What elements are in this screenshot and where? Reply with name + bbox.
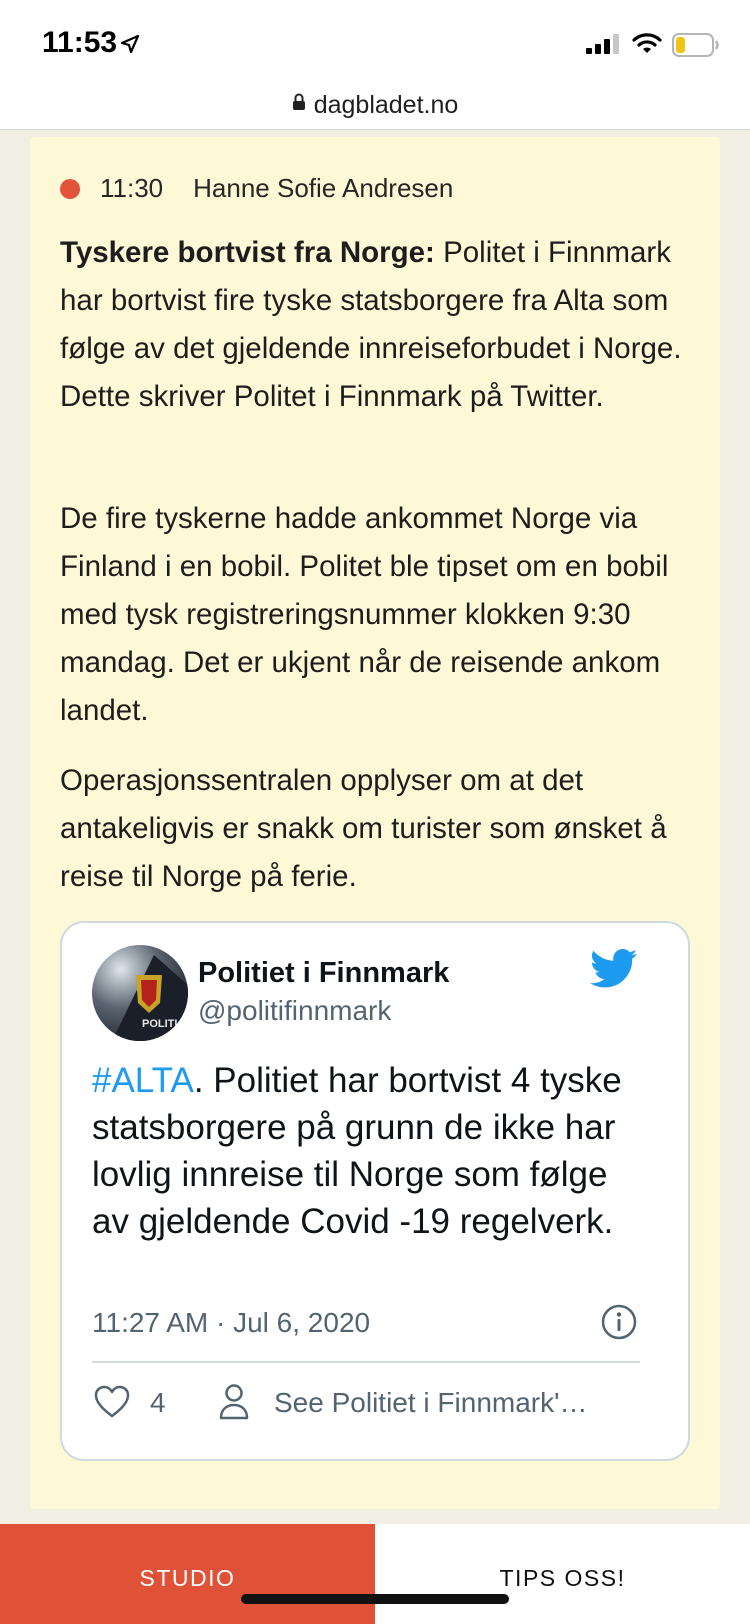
embedded-tweet[interactable] — [60, 921, 690, 1461]
cellular-signal-icon — [586, 34, 620, 59]
battery-icon — [672, 33, 720, 62]
paragraph-1-text: Politet i Finnmark har bortvist fire tyske statsborgere fra Alta som følge av det gjeldende innreiseforbudet i Norge. Dette skriver Politet i Finnmark på Twitter. — [60, 236, 682, 413]
home-indicator[interactable] — [241, 1594, 509, 1604]
live-article-card — [30, 137, 720, 1509]
post-author: Hanne Sofie Andresen — [193, 173, 454, 203]
location-arrow-icon — [120, 34, 140, 59]
lock-icon — [292, 93, 306, 116]
svg-text:POLITI: POLITI — [142, 1018, 178, 1030]
twitter-bird-icon[interactable] — [590, 949, 638, 994]
article-headline: Tyskere bortvist fra Norge: — [60, 236, 435, 269]
post-meta — [60, 173, 453, 204]
address-bar[interactable] — [0, 82, 750, 130]
heart-icon[interactable] — [94, 1385, 130, 1424]
article-paragraph-2: De fire tyskerne hadde ankommet Norge via Finland i en bobil. Politet ble tipset om en bobil med tysk registreringsnummer klokken 9:30 mandag. Det er ukjent når de reisende ankom landet. — [60, 502, 669, 727]
avatar[interactable] — [92, 945, 188, 1041]
tweet-text — [92, 1057, 652, 1245]
tweet-divider — [92, 1361, 640, 1363]
tips-button[interactable]: TIPS OSS! — [375, 1524, 750, 1624]
post-time: 11:30 — [100, 173, 164, 203]
status-time: 11:53 — [42, 26, 118, 59]
article-paragraph-3: Operasjonssentralen opplyser om at det antakeligvis er snakk om turister som ønsket å reise til Norge på ferie. — [60, 764, 667, 893]
tweet-author-handle[interactable]: @politifinnmark — [198, 995, 392, 1026]
tweet-body: . Politiet har bortvist 4 tyske statsborgere på grunn de ikke har lovlig innreise til Norge som følge av gjeldende Covid -19 regelverk. — [92, 1061, 622, 1241]
article-paragraph-1 — [60, 229, 700, 421]
wifi-icon — [632, 32, 662, 59]
live-dot-icon — [60, 179, 80, 199]
status-bar — [0, 0, 750, 82]
person-icon[interactable] — [218, 1383, 250, 1426]
tweet-hashtag[interactable]: #ALTA — [92, 1061, 194, 1100]
like-count: 4 — [150, 1387, 166, 1418]
see-profile-link[interactable]: See Politiet i Finnmark'… — [274, 1387, 588, 1418]
studio-button[interactable]: STUDIO — [0, 1524, 375, 1624]
bottom-navigation — [0, 1524, 750, 1624]
tweet-author-name[interactable]: Politiet i Finnmark — [198, 957, 450, 989]
tweet-timestamp[interactable]: 11:27 AM · Jul 6, 2020 — [92, 1307, 371, 1338]
url-text: dagbladet.no — [313, 91, 459, 119]
info-icon[interactable] — [600, 1303, 638, 1346]
